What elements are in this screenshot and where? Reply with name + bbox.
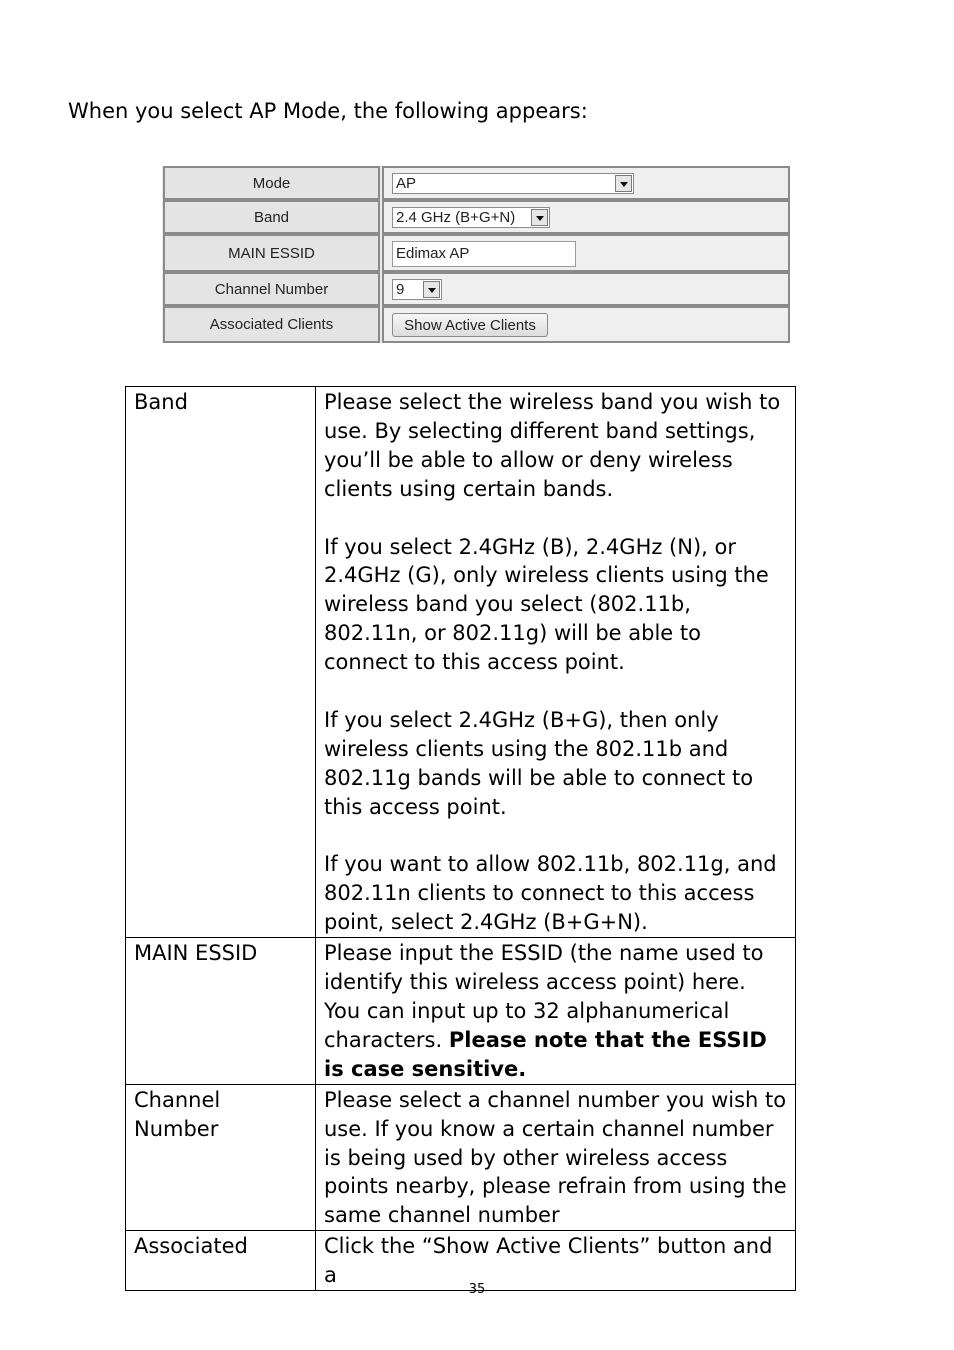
essid-value-cell — [382, 234, 790, 272]
table-row — [126, 1084, 796, 1231]
mode-select[interactable] — [392, 173, 634, 194]
table-row — [126, 938, 796, 1085]
ap-mode-settings-screenshot — [162, 166, 790, 343]
band-label: Band — [163, 200, 380, 234]
page-number: 35 — [468, 1282, 486, 1297]
channel-select[interactable] — [392, 279, 442, 300]
clients-value-cell — [382, 306, 790, 343]
essid-label: MAIN ESSID — [163, 234, 380, 272]
essid-row — [162, 234, 790, 272]
band-term: Band — [126, 387, 316, 938]
band-paragraph: If you want to allow 802.11b, 802.11g, and 802.11n clients to connect to this access point, select 2.4GHz (B+G+N). — [324, 852, 777, 935]
channel-label: Channel Number — [163, 272, 380, 306]
channel-row — [162, 272, 790, 306]
essid-text: Please input the ESSID (the name used to identify this wireless access point) here. You can input up to 32 alphanumerical characters. — [324, 941, 764, 1052]
channel-term: Channel Number — [126, 1084, 316, 1231]
chevron-down-icon — [615, 175, 632, 192]
mode-row — [162, 166, 790, 200]
chevron-down-icon — [531, 209, 548, 226]
band-paragraph: If you select 2.4GHz (B), 2.4GHz (N), or 2.4GHz (G), only wireless clients using the wireless band you select (802.11b, 802.11n, or 802.11g) will be able to connect to this access point. — [324, 534, 769, 675]
settings-description-table — [125, 386, 796, 1291]
channel-value-cell — [382, 272, 790, 306]
clients-label: Associated Clients — [163, 306, 380, 343]
mode-label: Mode — [163, 166, 380, 200]
band-select-value: 2.4 GHz (B+G+N) — [396, 209, 516, 226]
band-paragraph: If you select 2.4GHz (B+G), then only wireless clients using the 802.11b and 802.11g bands will be able to connect to this access point. — [324, 707, 754, 819]
intro-text: When you select AP Mode, the following appears: — [68, 99, 588, 123]
essid-note: Please note that the ESSID is case sensitive. — [324, 1027, 767, 1081]
band-row — [162, 200, 790, 234]
chevron-down-icon — [423, 281, 440, 298]
band-value-cell — [382, 200, 790, 234]
clients-row — [162, 306, 790, 343]
essid-term: MAIN ESSID — [126, 938, 316, 1085]
table-row — [126, 387, 796, 938]
band-select[interactable] — [392, 207, 550, 228]
clients-description: Click the “Show Active Clients” button and a — [316, 1231, 796, 1291]
mode-value-cell — [382, 166, 790, 200]
show-active-clients-button[interactable]: Show Active Clients — [392, 313, 548, 337]
channel-description: Please select a channel number you wish to use. If you know a certain channel number is being used by other wireless access points nearby, please refrain from using the same channel number — [316, 1084, 796, 1231]
channel-select-value: 9 — [396, 281, 405, 298]
essid-input[interactable]: Edimax AP — [392, 241, 576, 267]
band-paragraph: Please select the wireless band you wish to use. By selecting different band settings, you’ll be able to allow or deny wireless clients using certain bands. — [324, 390, 781, 501]
mode-select-value: AP — [396, 175, 417, 192]
essid-description — [316, 938, 796, 1085]
band-description — [316, 387, 796, 938]
clients-term: Associated — [126, 1231, 316, 1291]
